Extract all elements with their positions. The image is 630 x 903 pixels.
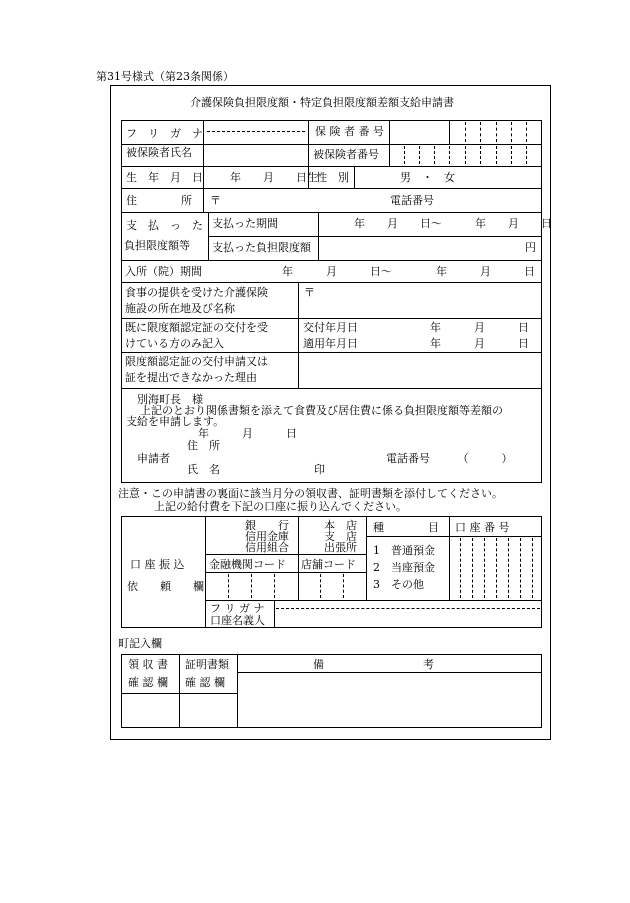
notice-line2: 上記の給付費を下記の口座に振り込んでください。 [154, 500, 407, 513]
applicant-name-label: 氏 名 [187, 463, 220, 476]
institution-bank: 銀 行 [245, 519, 289, 532]
issue-date-label: 交付年月日 [303, 321, 358, 334]
cert-check-line2: 確 認 欄 [185, 676, 225, 689]
form-title: 介護保険負担限度額・特定負担限度額差額支給申請書 [190, 96, 454, 109]
certificate-label-line2: けている方のみ記入 [125, 337, 224, 350]
payment-label-line1: 支 払 っ た [126, 219, 203, 232]
bank-side-label-line1: 口 座 振 込 [130, 558, 185, 571]
holder-name-field[interactable] [276, 610, 540, 626]
applicant-label: 申請者 [137, 452, 170, 465]
account-type-header: 種 目 [373, 521, 439, 534]
remarks-field[interactable] [239, 674, 540, 726]
birth-value[interactable]: 年 月 日生 [230, 171, 318, 184]
address-phone-label: 電話番号 [390, 194, 434, 207]
form-number: 第31号様式（第23条関係） [96, 70, 234, 83]
branch-shucchojo: 出張所 [324, 541, 357, 554]
receipt-check-line1: 領 収 書 [128, 658, 168, 671]
remarks-label: 備 考 [313, 658, 434, 671]
issue-date-value[interactable]: 年 月 日 [430, 321, 529, 334]
certificate-label-line1: 既に限度額認定証の交付を受 [125, 321, 268, 334]
institution-shinkin: 信用金庫 [245, 530, 289, 543]
insurer-number-label: 保 険 者 番 号 [315, 125, 384, 138]
insurer-number-field[interactable] [450, 122, 540, 142]
address-label: 住 所 [126, 194, 192, 207]
reason-label-line1: 限度額認定証の交付申請又は [125, 355, 268, 368]
holder-furigana-label: フ リ ガ ナ [210, 602, 265, 615]
applicant-address-label: 住 所 [187, 439, 220, 452]
insured-name-field[interactable] [205, 133, 305, 164]
declaration-date[interactable]: 年 月 日 [198, 427, 297, 440]
applicant-phone-label: 電話番号 （ ） [386, 452, 513, 465]
addressee: 別海町長 様 [137, 393, 203, 406]
facility-postal-mark: 〒 [304, 286, 315, 299]
account-number-header: 口 座 番 号 [455, 521, 510, 534]
account-type-option-2[interactable]: 2 当座預金 [373, 561, 435, 574]
bank-code-label: 金融機関コード [209, 558, 286, 571]
account-type-option-1[interactable]: 1 普通預金 [373, 544, 435, 557]
bank-side-label-line2: 依 頼 欄 [127, 580, 204, 593]
apply-date-label: 適用年月日 [303, 337, 358, 350]
payment-limit-label: 支払った負担限度額 [212, 241, 311, 254]
insured-name-label: 被保険者氏名 [126, 146, 192, 159]
payment-period-value[interactable]: 年 月 日～ 年 月 日 [354, 217, 552, 230]
payment-period-label: 支払った期間 [212, 217, 278, 230]
facility-label-line1: 食事の提供を受けた介護保険 [125, 286, 268, 299]
cert-check-line1: 証明書類 [185, 658, 229, 671]
apply-date-value[interactable]: 年 月 日 [430, 337, 529, 350]
account-type-option-3[interactable]: 3 その他 [373, 578, 424, 591]
payment-label-line2: 負担限度額等 [124, 239, 190, 252]
holder-name-label: 口座名義人 [210, 614, 265, 627]
address-postal-mark: 〒 [210, 194, 221, 207]
declaration-line2: 支給を申請します。 [126, 415, 225, 428]
admission-value[interactable]: 年 月 日～ 年 月 日 [282, 265, 535, 278]
payment-yen: 円 [525, 241, 536, 254]
sex-label: 性 別 [316, 171, 349, 184]
birth-label: 生 年 月 日 [126, 171, 203, 184]
insured-number-label: 被保険者番号 [313, 148, 379, 161]
admission-label: 入所（院）期間 [125, 265, 202, 278]
receipt-check-line2: 確 認 欄 [128, 676, 168, 689]
seal-mark: 印 [314, 463, 325, 476]
insured-number-field[interactable] [390, 146, 540, 164]
branch-honten: 本 店 [324, 519, 357, 532]
reason-label-line2: 証を提出できなかった理由 [125, 371, 257, 384]
declaration-line1: 上記のとおり関係書類を添えて食費及び居住費に係る負担限度額等差額の [140, 404, 503, 417]
branch-shiten: 支 店 [324, 530, 357, 543]
institution-kumiai: 信用組合 [245, 541, 289, 554]
notice-line1: 注意・この申請書の裏面に該当月分の領収書、証明書類を添付してください。 [118, 487, 503, 500]
reason-field[interactable] [300, 354, 540, 386]
facility-label-line2: 施設の所在地及び名称 [125, 302, 235, 315]
town-section-label: 町記入欄 [118, 637, 162, 650]
sex-value[interactable]: 男 ・ 女 [400, 171, 455, 184]
branch-code-label: 店舗コード [301, 558, 356, 571]
furigana-label: フ リ ガ ナ [126, 127, 203, 140]
